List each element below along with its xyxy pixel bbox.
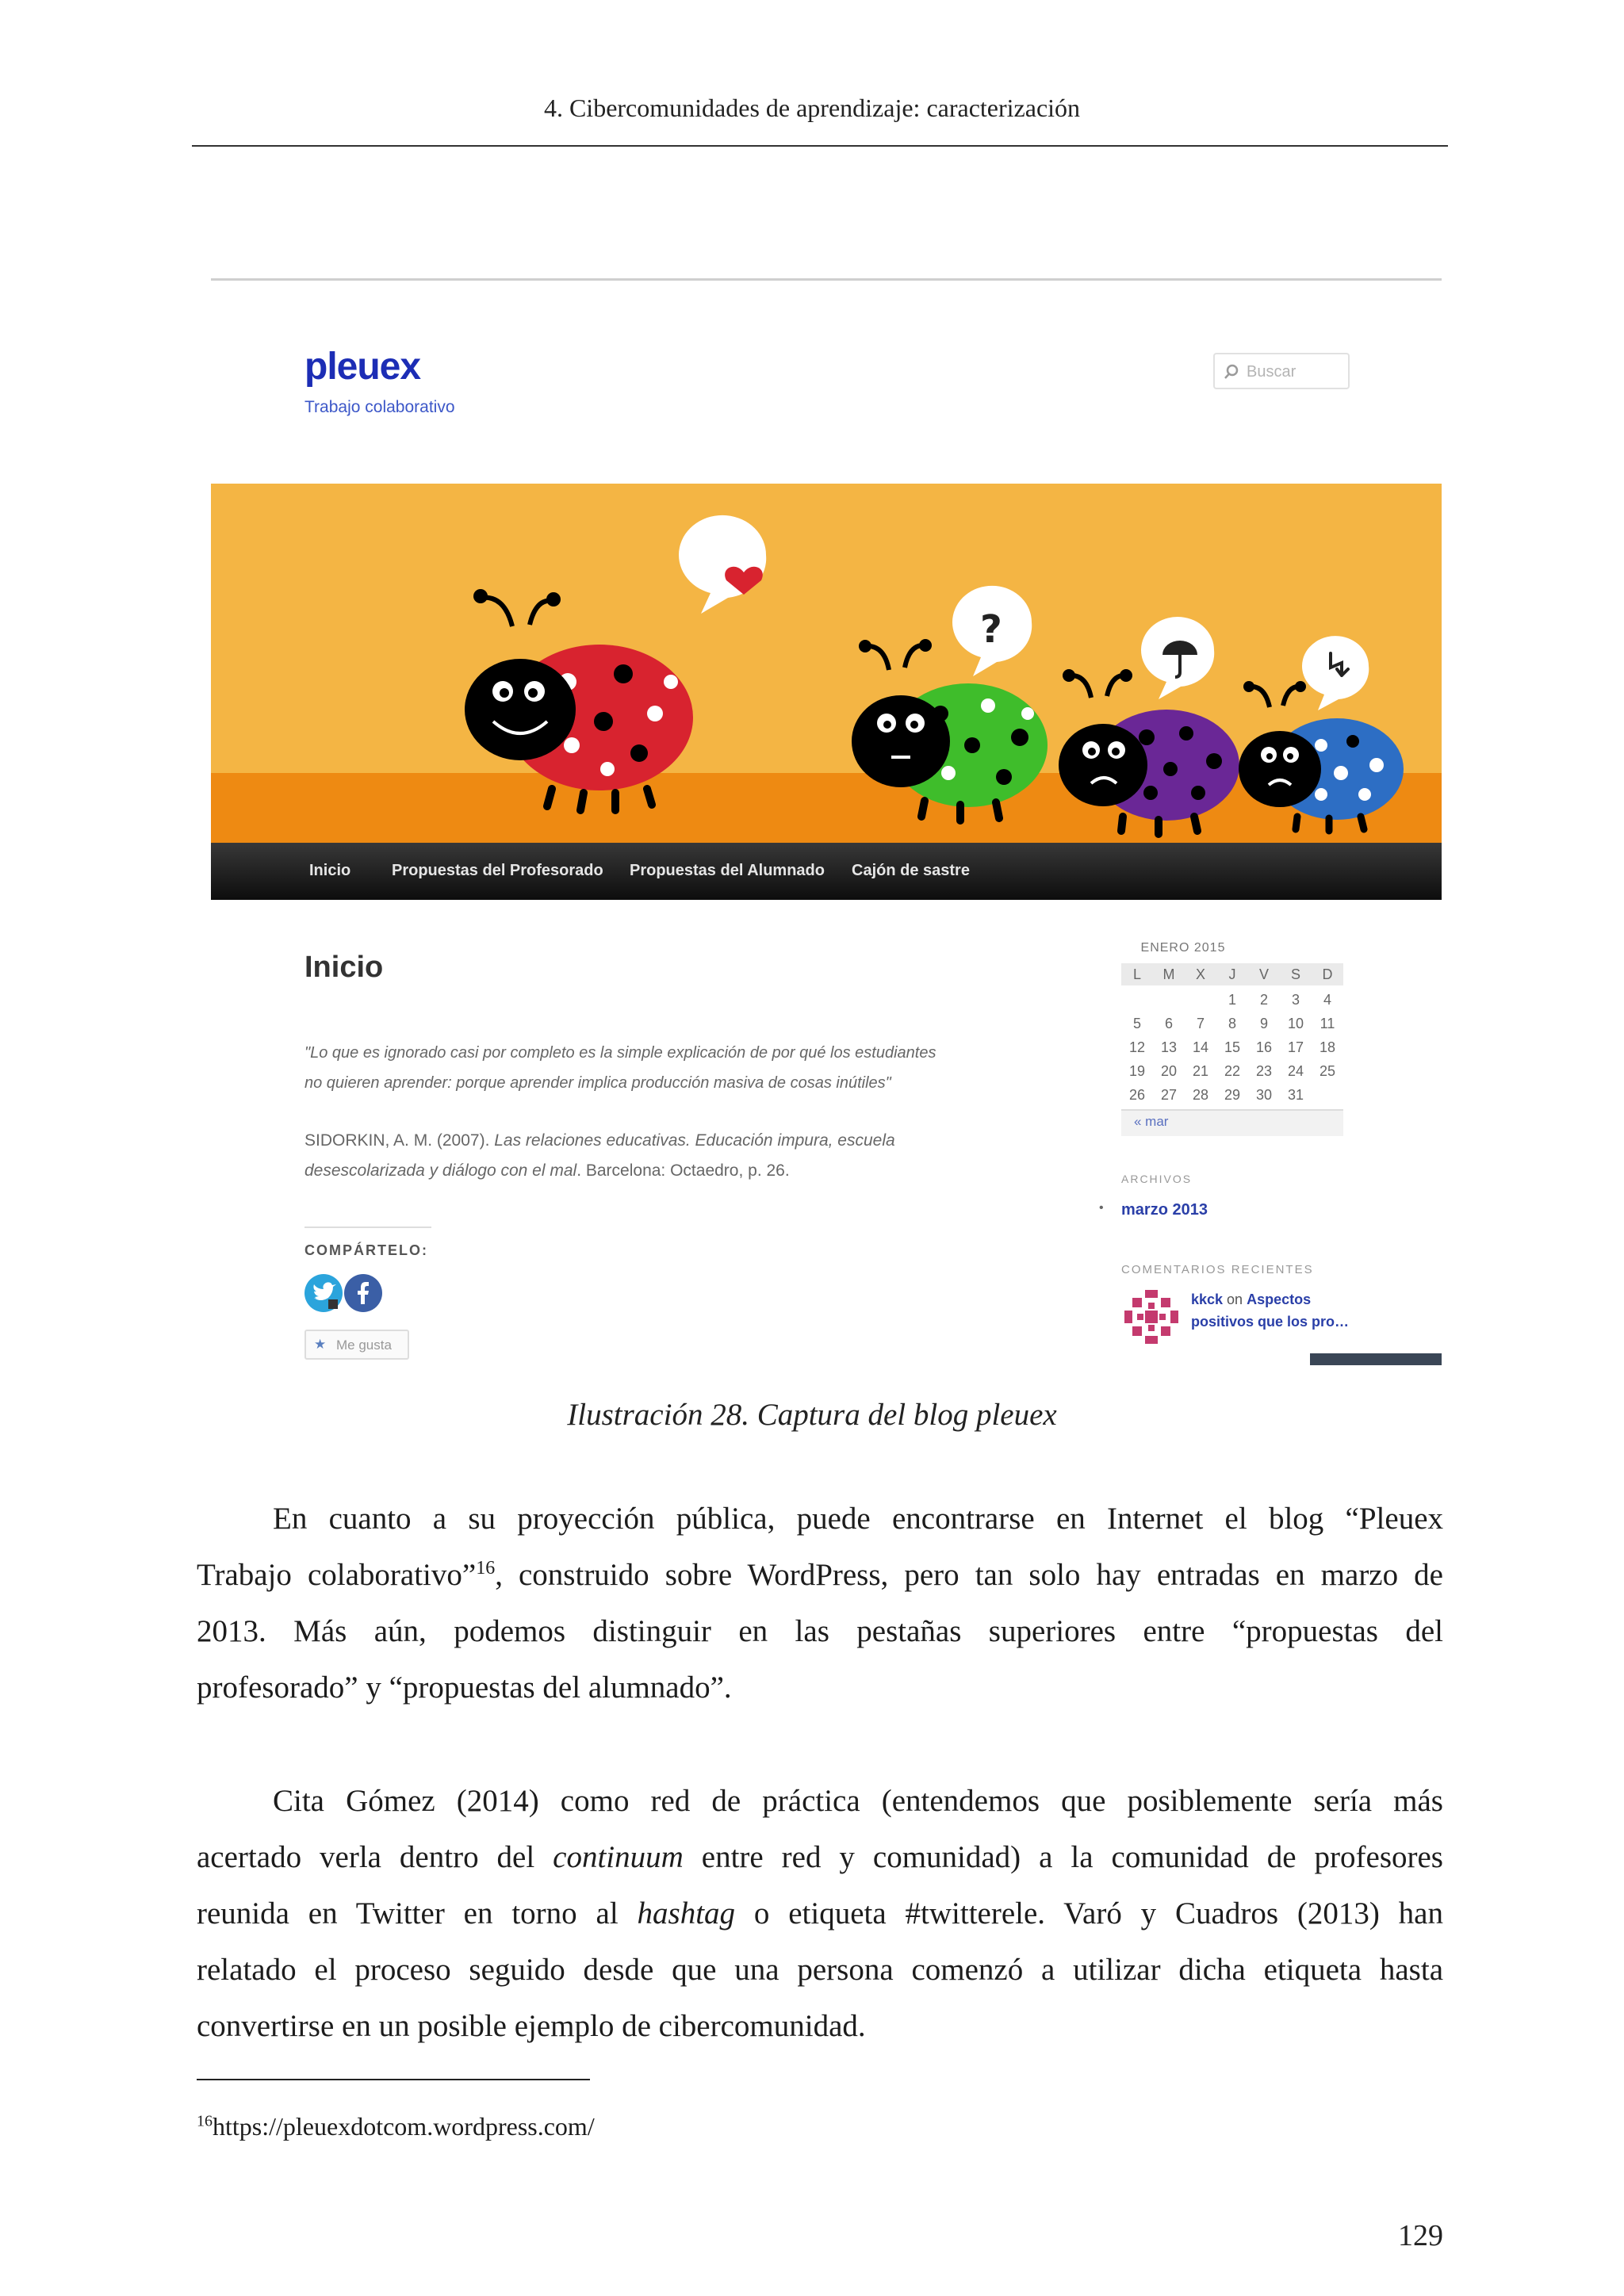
search-input[interactable] [1213,353,1350,389]
like-button[interactable] [304,1330,409,1360]
p2-text-2: reunida en Twitter en torno al [197,1896,638,1931]
header-rule [192,145,1448,147]
p1-line-1: En cuanto a su proyección pública, puede encontrarse en Internet el blog “Pleuex [273,1502,1443,1536]
calendar-day: 14 [1192,1039,1209,1055]
reference-publisher: . Barcelona: Octaedro, p. 26. [576,1161,790,1180]
calendar-prev-link[interactable]: « mar [1134,1114,1169,1129]
footnote-rule [197,2079,590,2080]
nav-item-cajon[interactable]: Cajón de sastre [852,862,970,879]
p1-line-3: 2013. Más aún, podemos distinguir en las pestañas superiores entre “propuestas del [197,1614,1443,1648]
calendar-day: 10 [1287,1016,1304,1031]
calendar-day: 18 [1319,1039,1336,1055]
nav-item-alumnado[interactable]: Propuestas del Alumnado [630,862,825,879]
reference-title: Las relaciones educativas. Educación impura, escuela [494,1131,895,1150]
calendar-day: 6 [1164,1016,1173,1031]
calendar-day: 3 [1291,992,1300,1008]
p2-line-1: Cita Gómez (2014) como red de práctica (entendemos que posiblemente sería más [273,1784,1443,1818]
star-icon: ★ [314,1337,327,1352]
footnote-mark: 16 [476,1558,496,1578]
nav-item-inicio[interactable]: Inicio [309,862,351,879]
figure-caption: Ilustración 28. Captura del blog pleuex [567,1398,1057,1432]
ladybug-green [852,586,1048,821]
like-label: Me gusta [336,1337,392,1353]
comment-post-link[interactable]: Aspectos [1247,1292,1312,1307]
paragraph-2 [197,1773,1443,2054]
p1-line-2 [197,1547,1443,1603]
footnote-url[interactable]: https://pleuexdotcom.wordpress.com/ [213,2112,595,2141]
p2-line-4: relatado el proceso seguido desde que una persona comenzó a utilizar dicha etiqueta hasta [197,1953,1443,1987]
calendar-day: 13 [1160,1039,1178,1055]
calendar-caption: ENERO 2015 [1140,941,1226,955]
p1-text: Trabajo colaborativo” [197,1558,477,1592]
paragraph-1 [197,1490,1443,1716]
calendar-weekday: S [1290,966,1300,982]
commenter-avatar [1121,1287,1182,1347]
calendar-day: 16 [1255,1039,1273,1055]
calendar-day: 19 [1128,1063,1146,1079]
twitter-share-button[interactable] [304,1274,343,1312]
archive-link[interactable]: marzo 2013 [1121,1201,1208,1219]
calendar-weekday: V [1258,966,1269,982]
p2-line-3 [197,1885,1443,1942]
header-banner [211,484,1442,900]
quote-line-2: no quieren aprender: porque aprender implica producción masiva de cosas inútiles" [304,1074,891,1092]
ladybug-blue [1239,636,1404,831]
p2-line-5: convertirse en un posible ejemplo de cibercomunidad. [197,2009,866,2043]
search-icon [1223,363,1240,381]
calendar-day: 7 [1196,1016,1205,1031]
archive-bullet: • [1099,1201,1104,1215]
blog-title[interactable]: pleuex [304,346,421,388]
screenshot-top-line [211,278,1442,281]
footnote [197,2112,595,2141]
calendar-day: 8 [1228,1016,1236,1031]
page-number: 129 [1398,2219,1443,2252]
calendar-day: 17 [1287,1039,1304,1055]
calendar-day: 29 [1224,1087,1241,1103]
calendar-day: 23 [1255,1063,1273,1079]
twitter-icon [304,1274,343,1312]
p2-emphasis-2: hashtag [637,1896,736,1931]
calendar-nav [1121,1109,1343,1136]
calendar-day: 4 [1323,992,1331,1008]
blog-tagline: Trabajo colaborativo [304,398,455,416]
calendar-weekday: L [1132,966,1141,982]
facebook-icon [344,1274,382,1312]
p2-line-2 [197,1829,1443,1885]
comment-line-2[interactable]: positivos que los pro… [1191,1314,1350,1330]
p2-text: acertado verla dentro del [197,1840,553,1874]
quote-line-1: "Lo que es ignorado casi por completo es la simple explicación de por qué los estudiantes [304,1044,936,1062]
reference-line-1 [304,1131,895,1150]
calendar-day: 28 [1192,1087,1209,1103]
p2-text-cont: entre red y comunidad) a la comunidad de profesores [683,1840,1443,1874]
p2-emphasis: continuum [553,1840,684,1874]
reference-author: SIDORKIN, A. M. (2007). [304,1131,495,1150]
question-icon: ? [980,607,1002,652]
comment-author[interactable]: kkck [1191,1292,1224,1307]
ladybug-purple [1059,617,1239,834]
calendar-day: 11 [1320,1016,1335,1031]
p1-text-cont: , construido sobre WordPress, pero tan solo hay entradas en marzo de [495,1558,1443,1592]
comment-line-1 [1191,1292,1311,1308]
calendar-day: 5 [1132,1016,1141,1031]
facebook-share-button[interactable] [344,1274,382,1312]
calendar-day: 2 [1259,992,1268,1008]
calendar-day: 22 [1224,1063,1241,1079]
calendar-day: 24 [1287,1063,1304,1079]
calendar-day: 26 [1128,1087,1146,1103]
running-header: 4. Cibercomunidades de aprendizaje: caracterización [543,94,1081,122]
calendar-day: 25 [1319,1063,1336,1079]
screenshot-corner-bar [1310,1353,1442,1365]
p2-text-3: o etiqueta #twitterele. Varó y Cuadros (2013) han [735,1896,1443,1931]
blog-screenshot [211,275,1442,1365]
recent-comments-heading: COMENTARIOS RECIENTES [1121,1263,1314,1276]
reference-title-cont: desescolarizada y diálogo con el mal [304,1161,577,1180]
comment-connector: on [1223,1292,1247,1307]
search-placeholder: Buscar [1247,363,1297,381]
reference-line-2 [304,1161,790,1181]
ladybug-red [465,515,766,810]
archives-heading: ARCHIVOS [1121,1173,1193,1185]
ladybugs-illustration [211,484,1442,900]
calendar-day: 1 [1228,992,1236,1008]
calendar-weekday: M [1162,966,1175,982]
calendar-day: 12 [1128,1039,1146,1055]
calendar-day: 30 [1255,1087,1273,1103]
share-label: COMPÁRTELO: [304,1242,428,1258]
calendar-day: 27 [1160,1087,1178,1103]
calendar-weekday: D [1322,966,1333,982]
nav-item-profesorado[interactable]: Propuestas del Profesorado [392,862,603,879]
calendar-day: 9 [1259,1016,1268,1031]
calendar-day: 21 [1192,1063,1209,1079]
footnote-number: 16 [197,2112,213,2130]
calendar-day: 20 [1160,1063,1178,1079]
calendar-weekday: X [1195,966,1205,982]
calendar-weekday: J [1228,966,1236,982]
main-navigation [211,843,1442,900]
share-divider [304,1226,431,1228]
p1-line-4: profesorado” y “propuestas del alumnado”. [197,1670,732,1705]
post-title: Inicio [304,951,384,984]
calendar-day: 31 [1287,1087,1304,1103]
calendar-day: 15 [1224,1039,1241,1055]
